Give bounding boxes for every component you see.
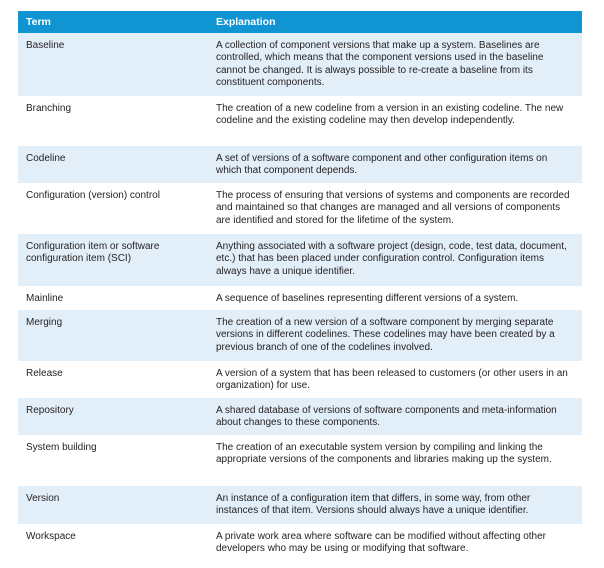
table-row xyxy=(18,183,582,234)
header-explanation: Explanation xyxy=(216,16,276,28)
table-row xyxy=(18,398,582,435)
table-header xyxy=(18,11,582,33)
term-cell: Version xyxy=(26,493,60,504)
table-row xyxy=(18,234,582,286)
table-row xyxy=(18,286,582,310)
table-row xyxy=(18,310,582,361)
glossary-table xyxy=(18,11,582,562)
term-cell: Workspace xyxy=(26,531,76,542)
term-cell: Repository xyxy=(26,405,74,416)
explanation-cell: The creation of an executable system version by compiling and linking the appropriate versions of the components and libraries making up the system. xyxy=(216,442,552,466)
term-cell: Release xyxy=(26,368,63,379)
explanation-cell: A set of versions of a software component and other configuration items on which that component depends. xyxy=(216,153,548,177)
term-cell: Codeline xyxy=(26,153,66,164)
term-cell: Mainline xyxy=(26,293,64,304)
explanation-cell: An instance of a configuration item that differs, in some way, from other instances of that item. Versions should always have a unique identifier. xyxy=(216,493,531,517)
explanation-cell: A sequence of baselines representing different versions of a system. xyxy=(216,293,519,304)
table-row xyxy=(18,146,582,183)
term-cell: System building xyxy=(26,442,97,453)
explanation-cell: The creation of a new version of a software component by merging separate versions in different codelines. These codelines may have been created by a previous branch of one of the codelines involved. xyxy=(216,317,555,353)
explanation-cell: A collection of component versions that make up a system. Baselines are controlled, which means that the component versions used in the baseline cannot be changed. It is always possible to re-create a baseline from its constituent components. xyxy=(216,40,544,89)
explanation-cell: A private work area where software can be modified without affecting other developers who may be using or modifying that software. xyxy=(216,531,546,555)
table-row xyxy=(18,96,582,146)
term-cell: Merging xyxy=(26,317,63,328)
explanation-cell: The process of ensuring that versions of systems and components are recorded and maintained so that changes are managed and all versions of components are identified and stored for the lifetime of the system. xyxy=(216,190,570,226)
explanation-cell: A shared database of versions of software components and meta-information about changes to these components. xyxy=(216,405,557,429)
term-cell: Configuration (version) control xyxy=(26,190,160,201)
term-cell: Configuration item or software configuration item (SCI) xyxy=(26,241,160,265)
header-term: Term xyxy=(26,16,51,28)
table-row xyxy=(18,486,582,524)
term-cell: Branching xyxy=(26,103,72,114)
explanation-cell: A version of a system that has been released to customers (or other users in an organization) for use. xyxy=(216,368,568,392)
table-row xyxy=(18,33,582,96)
table-row xyxy=(18,435,582,486)
table-row xyxy=(18,524,582,562)
explanation-cell: Anything associated with a software project (design, code, test data, document, etc.) that has been placed under configuration control. Configuration items always have a unique identifier. xyxy=(216,241,567,277)
table-row xyxy=(18,361,582,398)
explanation-cell: The creation of a new codeline from a version in an existing codeline. The new codeline and the existing codeline may then develop independently. xyxy=(216,103,564,127)
term-cell: Baseline xyxy=(26,40,65,51)
